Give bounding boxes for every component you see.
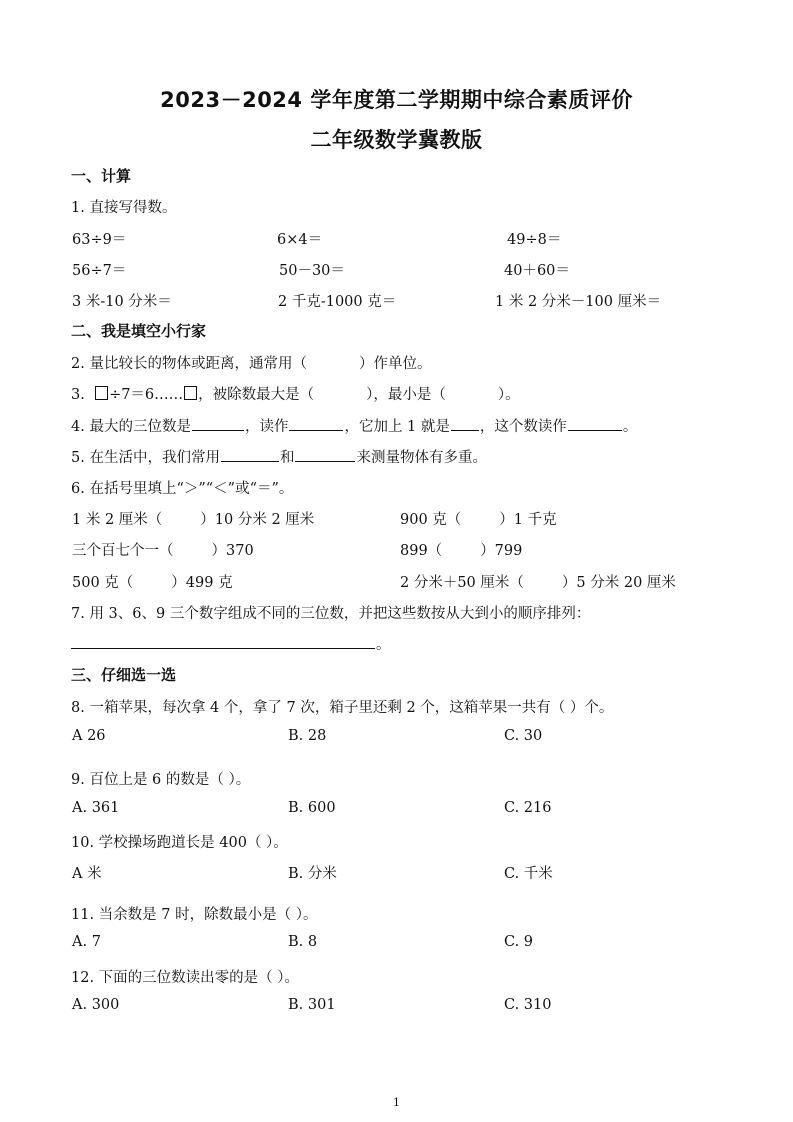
compare-right: ）5 分米 20 厘米	[561, 575, 676, 591]
option-c[interactable]: C. 30	[504, 728, 543, 744]
question-3-text: ）。	[497, 387, 520, 403]
compare-right: ）1 千克	[499, 512, 557, 528]
question-7-end: 。	[376, 637, 391, 653]
option-a[interactable]: A 米	[72, 866, 102, 882]
question-5-text: 和	[279, 450, 295, 466]
question-8-stem: 8. 一箱苹果，每次拿 4 个，拿了 7 次，箱子里还剩 2 个，这箱苹果一共有（ ）个。	[71, 700, 614, 716]
question-5-text: 来测量物体有多重。	[356, 450, 487, 466]
question-3-text: ），最小是（	[366, 387, 446, 403]
question-4	[71, 415, 637, 436]
answer-underline[interactable]	[71, 634, 375, 649]
answer-underline[interactable]	[451, 416, 479, 431]
compare-left: 三个百七个一（	[72, 543, 174, 559]
question-1-stem: 1. 直接写得数。	[71, 200, 177, 216]
question-6-stem: 6. 在括号里填上“＞”“＜”或“＝”。	[71, 481, 294, 497]
question-2-before: 2. 量比较长的物体或距离，通常用（	[71, 356, 307, 372]
answer-underline[interactable]	[289, 416, 343, 431]
compare-right: ）370	[211, 543, 254, 559]
question-12-stem: 12. 下面的三位数读出零的是（ ）。	[71, 970, 300, 986]
question-10-stem: 10. 学校操场跑道长是 400（ ）。	[71, 835, 288, 851]
answer-underline[interactable]	[192, 416, 244, 431]
calc-item: 56÷7＝	[72, 263, 127, 279]
option-b[interactable]: B. 600	[288, 800, 336, 816]
question-5-text: 5. 在生活中，我们常用	[71, 450, 220, 466]
question-4-text: 。	[622, 419, 638, 435]
compare-left: 899（	[400, 543, 443, 559]
question-2-after: ）作单位。	[358, 356, 432, 372]
square-box-icon	[95, 386, 108, 400]
compare-left: 1 米 2 厘米（	[72, 512, 163, 528]
question-5	[71, 446, 487, 467]
option-c[interactable]: C. 310	[504, 997, 552, 1013]
option-a[interactable]: A 26	[72, 728, 106, 744]
compare-right: ）799	[480, 543, 523, 559]
compare-left: 900 克（	[400, 512, 462, 528]
option-a[interactable]: A. 361	[72, 800, 120, 816]
question-3-equation: ÷7＝6……	[109, 387, 184, 403]
exam-title: 2023－2024 学年度第二学期期中综合素质评价	[160, 88, 633, 112]
square-box-icon	[184, 386, 197, 400]
compare-item	[400, 571, 676, 592]
section-heading-calc: 一、计算	[71, 167, 132, 185]
calc-item: 6×4＝	[277, 232, 323, 248]
calc-item: 49÷8＝	[507, 232, 562, 248]
answer-underline[interactable]	[221, 447, 279, 462]
question-2	[71, 352, 431, 373]
question-3	[71, 383, 520, 404]
compare-item	[72, 508, 314, 529]
section-heading-fill: 二、我是填空小行家	[71, 322, 207, 340]
compare-left: 2 分米＋50 厘米（	[400, 575, 524, 591]
question-4-text: ，它加上 1 就是	[344, 419, 450, 435]
option-c[interactable]: C. 9	[504, 934, 534, 950]
compare-item	[400, 539, 522, 560]
option-a[interactable]: A. 7	[72, 934, 101, 950]
compare-item	[72, 571, 233, 592]
compare-item	[400, 508, 557, 529]
option-b[interactable]: B. 8	[288, 934, 318, 950]
option-c[interactable]: C. 216	[504, 800, 552, 816]
calc-item: 2 千克-1000 克＝	[278, 294, 397, 310]
compare-item	[72, 539, 254, 560]
question-11-stem: 11. 当余数是 7 时，除数最小是（ ）。	[71, 907, 318, 923]
section-heading-choice: 三、仔细选一选	[71, 666, 177, 684]
compare-right: ）499 克	[171, 575, 233, 591]
option-a[interactable]: A. 300	[72, 997, 120, 1013]
question-4-text: ，这个数读作	[479, 419, 567, 435]
option-c[interactable]: C. 千米	[504, 866, 553, 882]
answer-underline[interactable]	[295, 447, 355, 462]
calc-item: 63÷9＝	[72, 232, 127, 248]
question-3-text: ，被除数最大是（	[198, 387, 315, 403]
question-9-stem: 9. 百位上是 6 的数是（ ）。	[71, 772, 251, 788]
question-7-stem: 7. 用 3、6、9 三个数字组成不同的三位数，并把这些数按从大到小的顺序排列：	[71, 606, 591, 622]
option-b[interactable]: B. 28	[288, 728, 327, 744]
option-b[interactable]: B. 分米	[288, 866, 337, 882]
exam-subtitle: 二年级数学冀教版	[310, 128, 483, 152]
question-3-number: 3.	[71, 387, 85, 403]
calc-item: 40＋60＝	[504, 263, 570, 279]
question-4-text: ，读作	[244, 419, 289, 435]
option-b[interactable]: B. 301	[288, 997, 336, 1013]
compare-left: 500 克（	[72, 575, 134, 591]
page-number: 1	[393, 1096, 400, 1109]
calc-item: 50－30＝	[279, 263, 345, 279]
question-7-answer	[71, 633, 391, 654]
answer-underline[interactable]	[568, 416, 622, 431]
compare-right: ）10 分米 2 厘米	[200, 512, 315, 528]
calc-item: 1 米 2 分米－100 厘米＝	[495, 294, 662, 310]
calc-item: 3 米-10 分米＝	[72, 294, 172, 310]
question-4-text: 4. 最大的三位数是	[71, 419, 191, 435]
